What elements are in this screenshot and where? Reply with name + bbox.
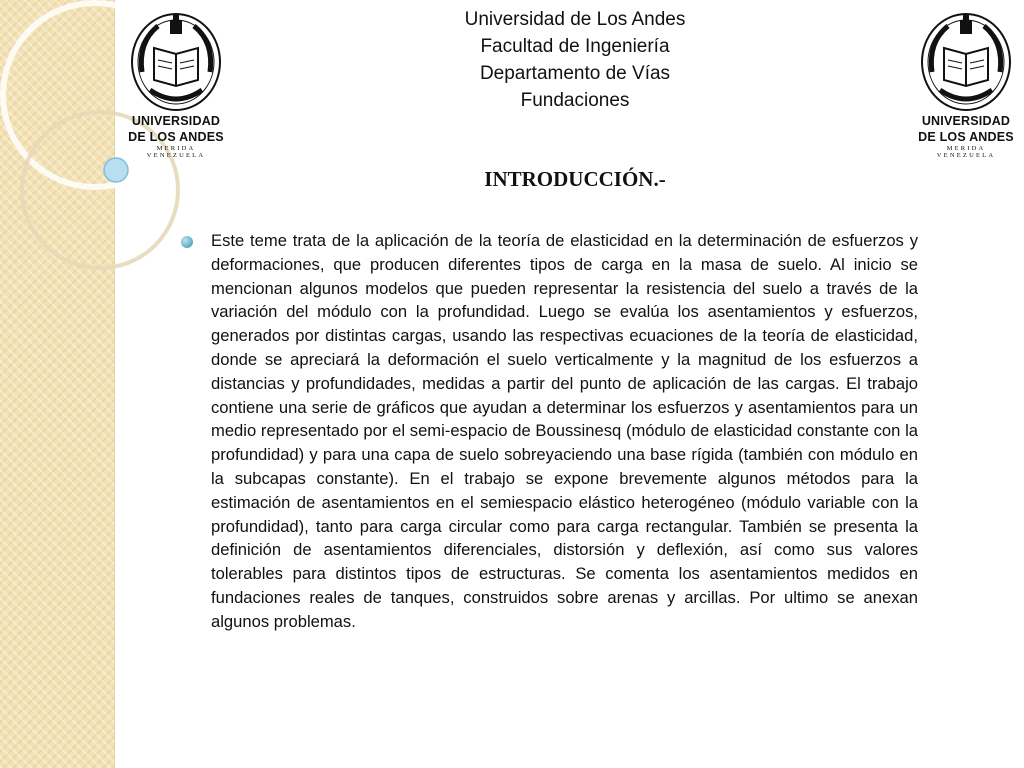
university-logo-right xyxy=(918,12,1014,159)
logo-location: MERIDA VENEZUELA xyxy=(146,145,206,159)
university-seal-icon xyxy=(918,12,1014,112)
logo-name-line1: UNIVERSIDAD xyxy=(131,114,221,128)
bullet-dot-icon xyxy=(181,236,193,248)
faculty-title: Facultad de Ingeniería xyxy=(480,36,670,57)
department-title: Departamento de Vías xyxy=(479,63,671,84)
university-seal-icon xyxy=(128,12,224,112)
decorative-dot xyxy=(104,158,128,182)
course-title: Fundaciones xyxy=(520,90,630,111)
slide-header xyxy=(300,6,850,114)
logo-location: MERIDA VENEZUELA xyxy=(936,145,996,159)
section-title: INTRODUCCIÓN.- xyxy=(484,167,666,191)
body-paragraph: Este teme trata de la aplicación de la teoría de elasticidad en la determinación de esfuerzos y deformaciones, que producen diferentes tipos de carga en la masa de suelo. Al inicio se mencionan algunos modelos que pueden representar la resistencia del suelo a través de la variación del módulo con la profundidad. Luego se evalúa los asentamientos y esfuerzos, generados por distintas cargas, usando las respectivas ecuaciones de la teoría de elasticidad, donde se apreciará la deformación el suelo verticalmente y la magnitud de los esfuerzos a distancias y profundidades, medidas a partir del punto de aplicación de las cargas. El trabajo contiene una serie de gráficos que ayudan a determinar los esfuerzos y asentamientos para un medio representado por el semi-espacio de Boussinesq (módulo de elasticidad constante con la profundidad) y para una capa de suelo sobreyaciendo una base rígida (también con módulo en la subcapas constante). En el trabajo se expone brevemente algunos métodos para la estimación de asentamientos en el semiespacio elástico heterogéneo (módulo variable con la profundidad), tanto para carga circular como para carga rectangular. También se presenta la definición de asentamientos diferenciales, distorsión y deflexión, así como sus valores tolerables para distintos tipos de estructuras. Se comenta los asentamientos medidos en fundaciones reales de tanques, construidos sobre arenas y arcillas. Por ultimo se anexan algunos problemas. xyxy=(211,231,918,631)
logo-name-line2: DE LOS ANDES xyxy=(128,130,224,144)
university-logo-left xyxy=(128,12,224,159)
logo-name-line1: UNIVERSIDAD xyxy=(921,114,1011,128)
university-title: Universidad de Los Andes xyxy=(464,9,686,30)
logo-name-line2: DE LOS ANDES xyxy=(918,130,1014,144)
